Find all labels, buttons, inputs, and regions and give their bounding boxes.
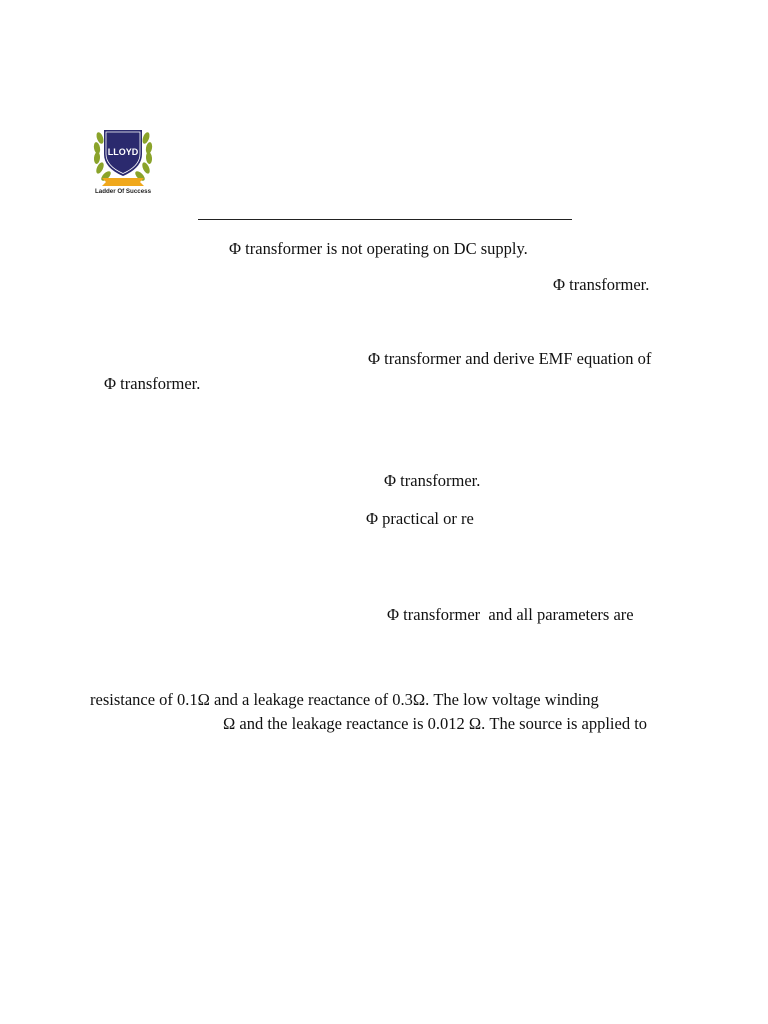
ribbon-icon — [102, 178, 144, 186]
text-line-5: Φ transformer. — [384, 471, 481, 490]
text-line-9: Ω and the leakage reactance is 0.012 Ω. The source is applied to — [223, 714, 648, 733]
text-line-8: resistance of 0.1Ω and a leakage reactance of 0.3Ω. The low voltage winding — [90, 690, 599, 709]
text-line-7: Φ transformer and all parameters are — [387, 605, 634, 624]
logo-tagline: Ladder Of Success — [94, 188, 152, 194]
text-line-6: Φ practical or re — [366, 509, 474, 528]
text-line-1: Φ transformer is not operating on DC supply. — [229, 239, 528, 258]
title-underline — [198, 219, 572, 220]
text-line-2: Φ transformer. — [553, 275, 650, 294]
lloyd-logo — [90, 124, 156, 194]
text-line-3: Φ transformer and derive EMF equation of — [368, 349, 652, 368]
text-line-4: Φ transformer. — [104, 374, 201, 393]
logo-brand-text: LLOYD — [107, 147, 139, 157]
lloyd-logo-graphic — [90, 124, 156, 194]
